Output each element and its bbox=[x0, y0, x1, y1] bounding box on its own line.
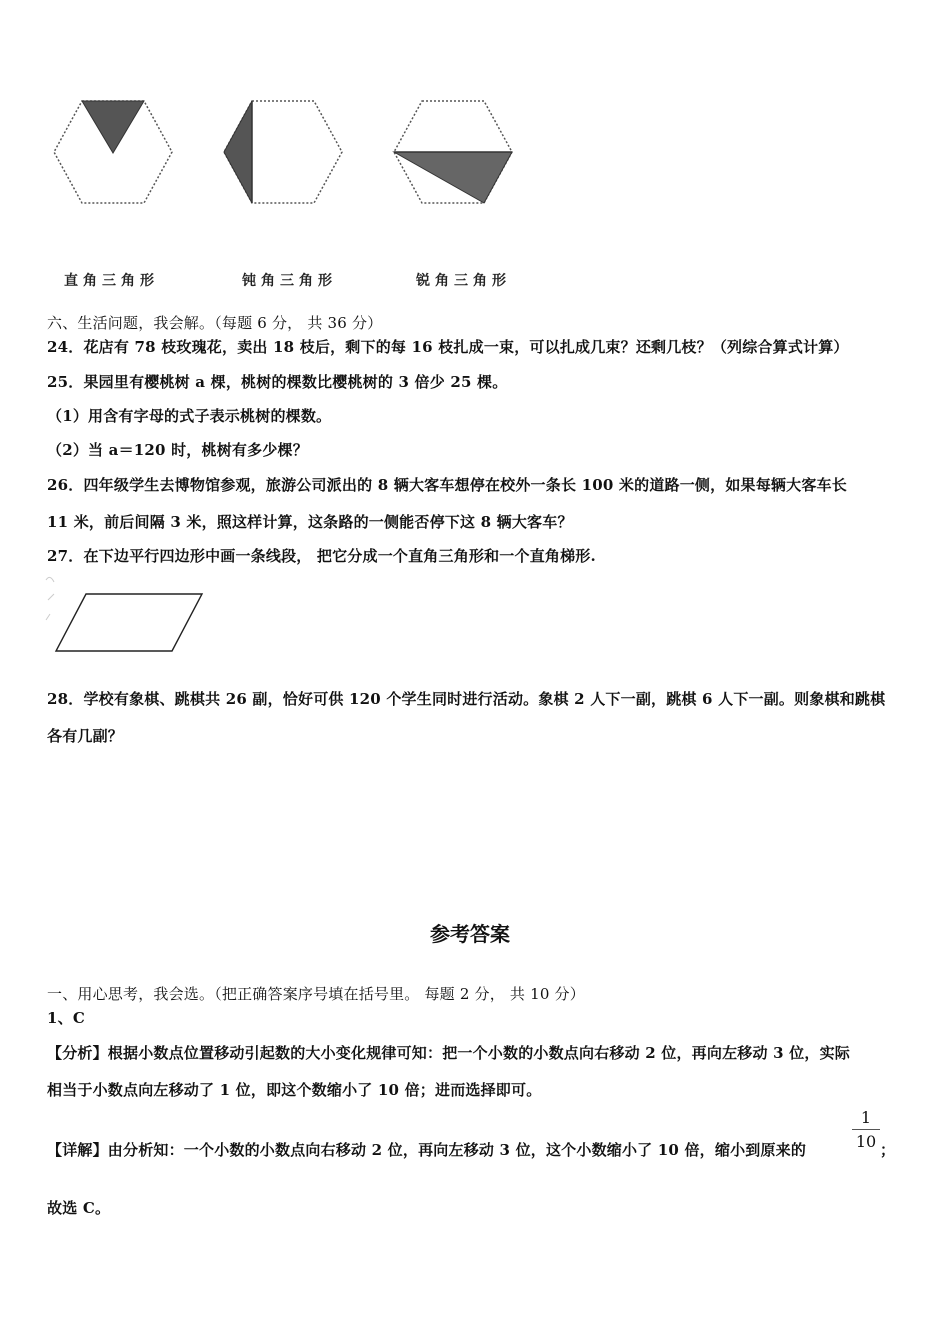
answers-section1-heading: 一、用心思考，我会选。（把正确答案序号填在括号里。 每题 2 分， 共 10 分） bbox=[47, 985, 585, 1003]
caption-obtuse-triangle: 钝角三角形 bbox=[242, 273, 337, 289]
conclusion: 故选 C。 bbox=[47, 1199, 111, 1217]
hexagon-obtuse-triangle-figure bbox=[220, 98, 345, 208]
fraction-one-tenth bbox=[852, 1108, 880, 1151]
detail-line-end: ； bbox=[880, 1141, 896, 1159]
answers-title: 参考答案 bbox=[430, 922, 510, 946]
parallelogram-figure bbox=[44, 570, 209, 660]
question-28-line-2: 各有几副？ bbox=[47, 727, 124, 745]
fraction-denominator: 10 bbox=[855, 1132, 877, 1151]
section6-heading: 六、生活问题，我会解。（每题 6 分， 共 36 分） bbox=[47, 314, 383, 332]
answer-1: 1、C bbox=[47, 1009, 85, 1027]
detail-line: 【详解】由分析知：一个小数的小数点向右移动 2 位，再向左移动 3 位，这个小数缩小了 10 倍，缩小到原来的 bbox=[47, 1141, 807, 1159]
question-26-line-2: 11 米，前后间隔 3 米，照这样计算，这条路的一侧能否停下这 8 辆大客车？ bbox=[47, 513, 573, 531]
caption-acute-triangle: 锐角三角形 bbox=[416, 273, 511, 289]
question-25-part-1: （1）用含有字母的式子表示桃树的棵数。 bbox=[47, 407, 332, 425]
question-25-part-2: （2）当 a＝120 时，桃树有多少棵？ bbox=[47, 441, 308, 459]
hexagon-right-triangle-figure bbox=[50, 98, 175, 208]
fraction-numerator: 1 bbox=[860, 1108, 872, 1127]
caption-right-triangle: 直角三角形 bbox=[64, 273, 159, 289]
question-25: 25．果园里有樱桃树 a 棵，桃树的棵数比樱桃树的 3 倍少 25 棵。 bbox=[47, 373, 508, 391]
question-27: 27．在下边平行四边形中画一条线段， 把它分成一个直角三角形和一个直角梯形. bbox=[47, 547, 596, 565]
fraction-bar bbox=[852, 1129, 880, 1130]
question-24: 24．花店有 78 枝玫瑰花，卖出 18 枝后，剩下的每 16 枝扎成一束，可以扎成几束？还剩几枝？（列综合算式计算） bbox=[47, 338, 849, 356]
analysis-line-2: 相当于小数点向左移动了 1 位，即这个数缩小了 10 倍；进而选择即可。 bbox=[47, 1081, 542, 1099]
question-28-line-1: 28．学校有象棋、跳棋共 26 副，恰好可供 120 个学生同时进行活动。象棋 2 人下一副，跳棋 6 人下一副。则象棋和跳棋 bbox=[47, 690, 886, 708]
hexagon-acute-triangle-figure bbox=[390, 98, 515, 208]
analysis-line-1: 【分析】根据小数点位置移动引起数的大小变化规律可知：把一个小数的小数点向右移动 2 位，再向左移动 3 位，实际 bbox=[47, 1044, 850, 1062]
question-26-line-1: 26．四年级学生去博物馆参观，旅游公司派出的 8 辆大客车想停在校外一条长 100 米的道路一侧，如果每辆大客车长 bbox=[47, 476, 847, 494]
